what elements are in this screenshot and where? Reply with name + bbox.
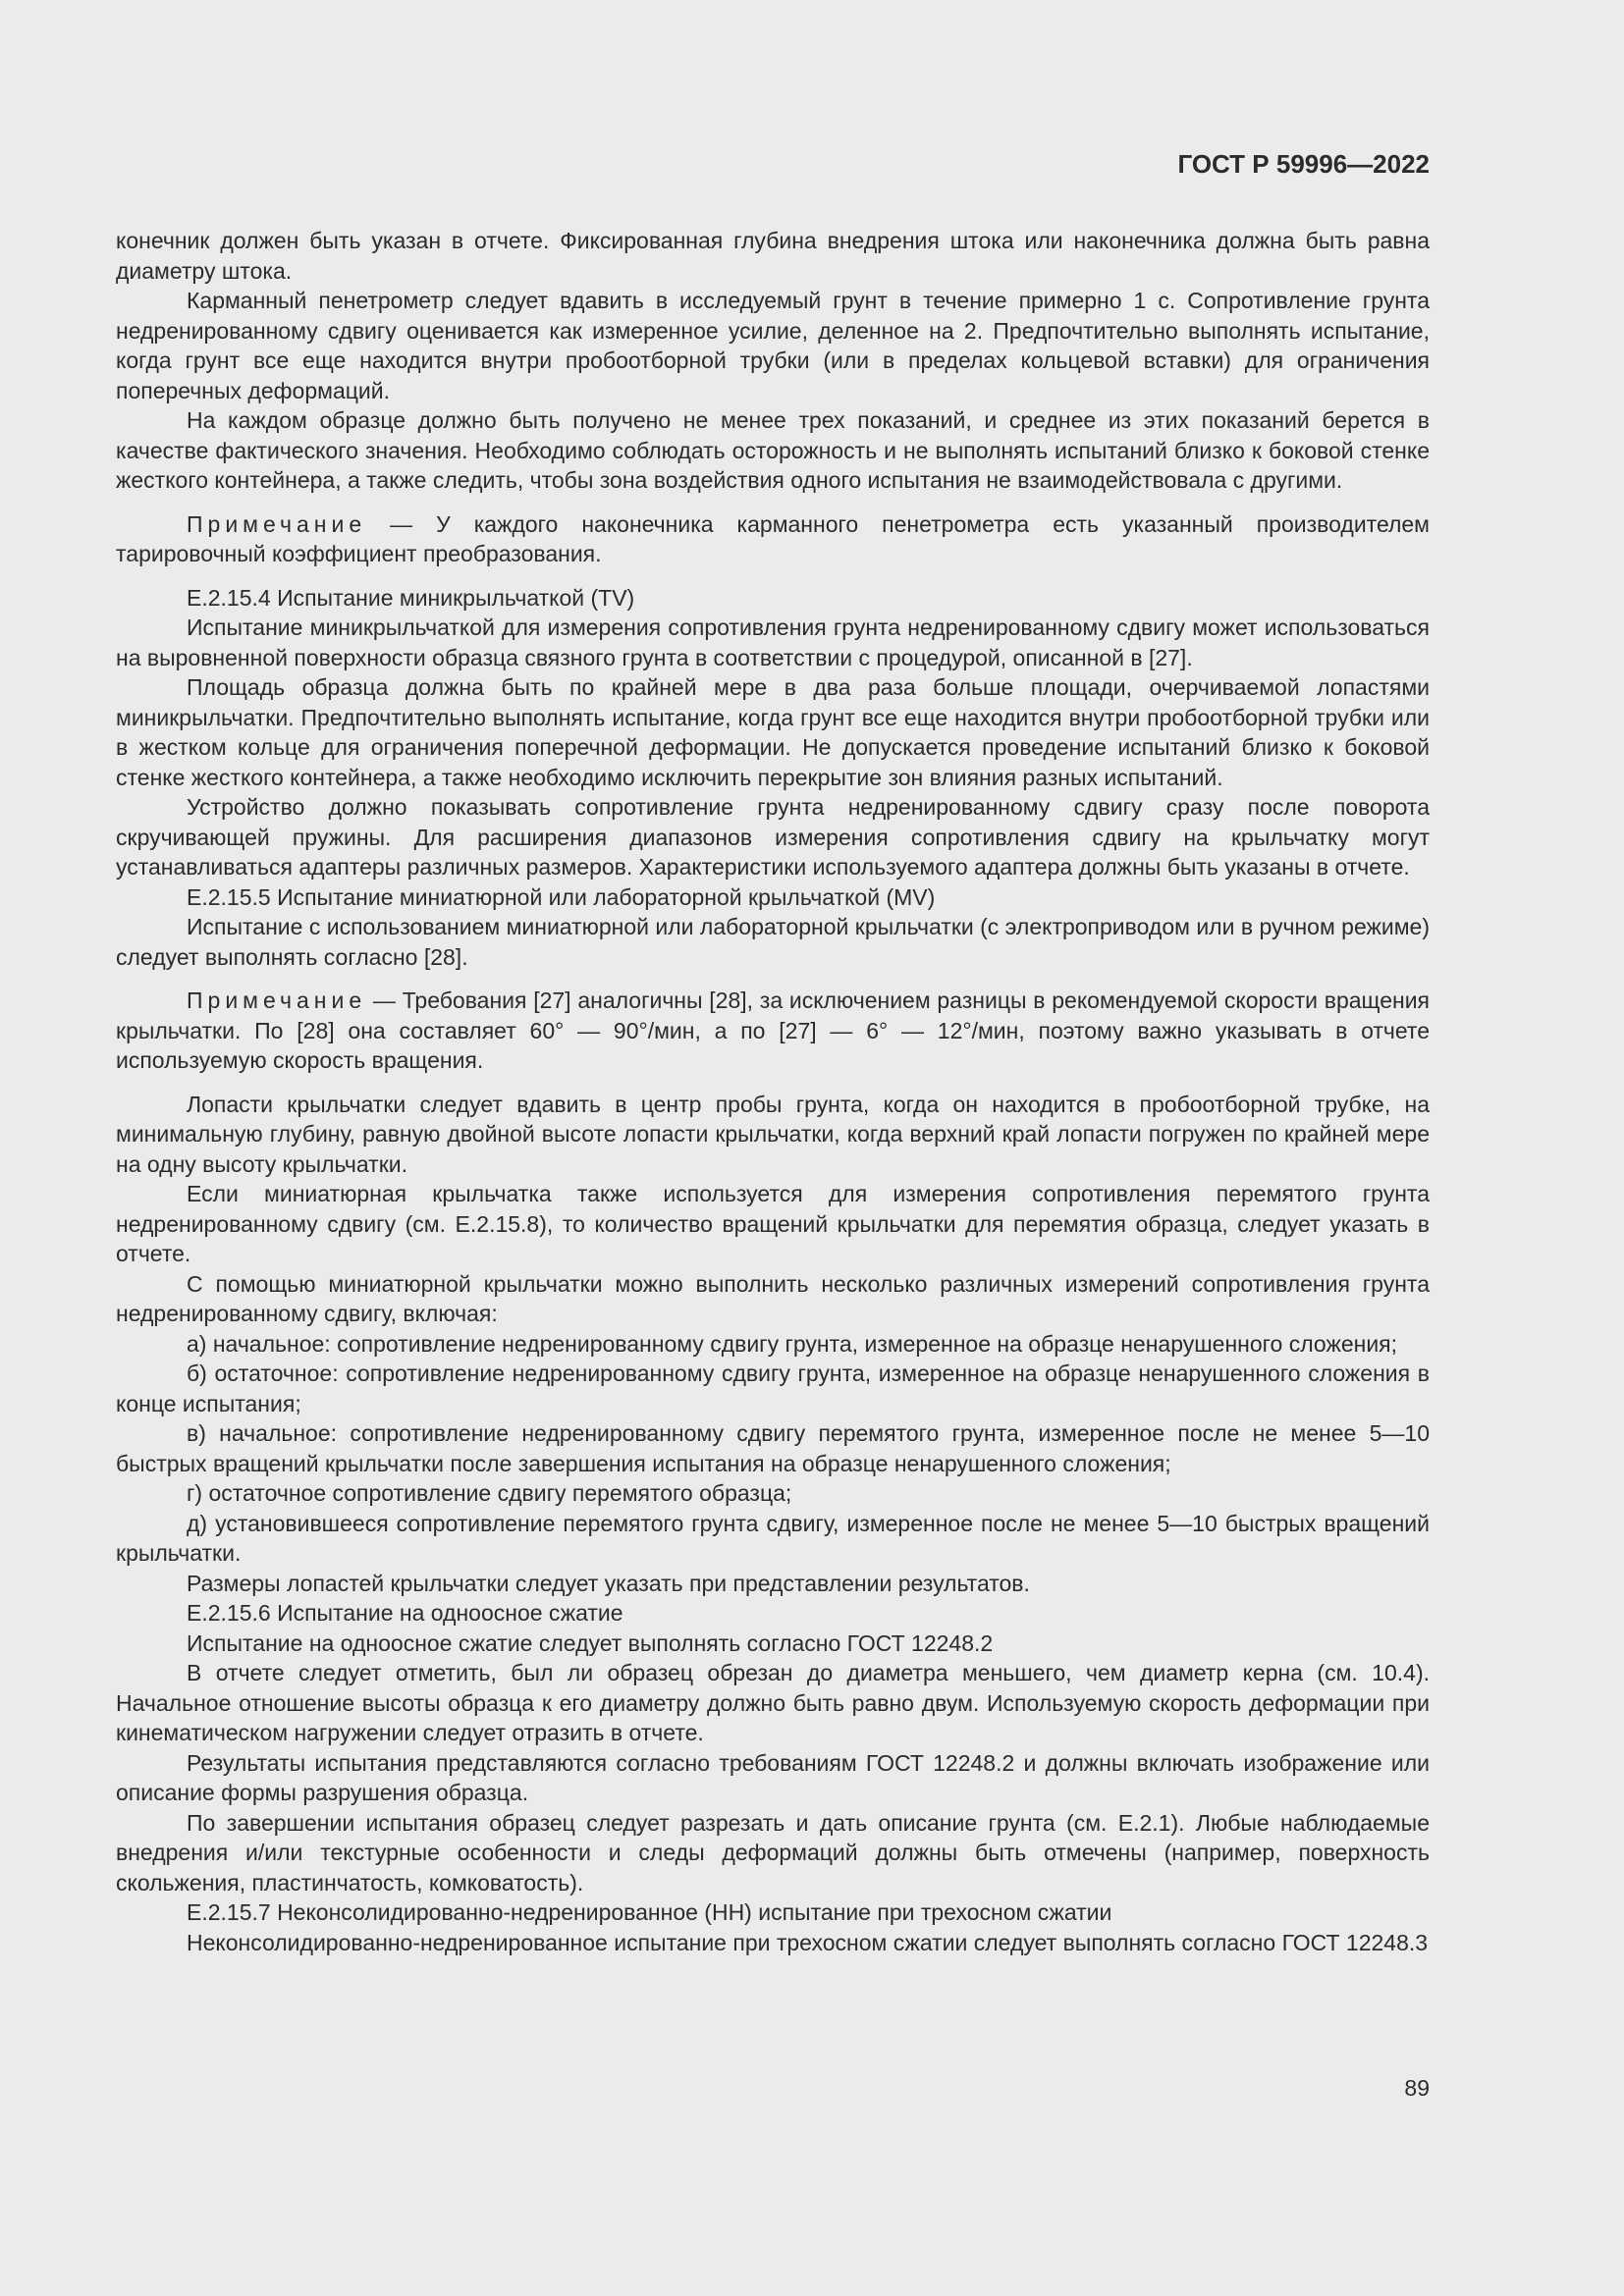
section-heading: Е.2.15.7 Неконсолидированно-недренированное (НН) испытание при трехосном сжатии [187, 1899, 1112, 1925]
paragraph: В отчете следует отметить, был ли образец обрезан до диаметра меньшего, чем диаметр керна (см. 10.4). Начальное отношение высоты образца к его диаметру должно быть равно двум. Используемую скорость деформации при кинематическом нагружении следует отразить в отчете. [116, 1660, 1430, 1745]
note-text: — Требования [27] аналогичны [28], за исключением разницы в рекомендуемой скорости вращения крыльчатки. По [28] она составляет 60° — 90°/мин, а по [27] — 6° — 12°/мин, поэтому важно указывать в отчете используемую скорость вращения. [116, 988, 1430, 1073]
list-item: б) остаточное: сопротивление недренированному сдвигу грунта, измеренное на образце ненарушенного сложения в конце испытания; [116, 1361, 1430, 1416]
paragraph: Площадь образца должна быть по крайней мере в два раза больше площади, очерчиваемой лопастями миникрыльчатки. Предпочтительно выполнять испытание, когда грунт все еще находится внутри пробоотборной трубки или в жестком кольце для ограничения поперечной деформации. Не допускается проведение испытаний близко к боковой стенке жесткого контейнера, а также необходимо исключить перекрытие зон влияния разных испытаний. [116, 674, 1430, 790]
note [116, 986, 1430, 1076]
section-heading: Е.2.15.6 Испытание на одноосное сжатие [187, 1600, 623, 1626]
note-text: — У каждого наконечника карманного пенетрометра есть указанный производителем тарировочный коэффициент преобразования. [116, 510, 1430, 566]
paragraph: Устройство должно показывать сопротивление грунта недренированному сдвигу сразу после поворота скручивающей пружины. Для расширения диапазонов измерения сопротивления сдвигу на крыльчатку могут устанавливаться адаптеры различных размеров. Характеристики используемого адаптера должны быть указаны в отчете. [116, 794, 1430, 880]
note [116, 509, 1430, 569]
paragraph: С помощью миниатюрной крыльчатки можно выполнить несколько различных измерений сопротивления грунта недренированному сдвигу, включая: [116, 1270, 1430, 1326]
page-number: 89 [1404, 2075, 1430, 2101]
document-body [116, 226, 1430, 1957]
paragraph: Размеры лопастей крыльчатки следует указать при представлении результатов. [187, 1570, 1030, 1596]
paragraph: Лопасти крыльчатки следует вдавить в центр пробы грунта, когда он находится в пробоотборной трубке, на минимальную глубину, равную двойной высоте лопасти крыльчатки, когда верхний край лопасти погружен по крайней мере на одну высоту крыльчатки. [116, 1091, 1430, 1177]
paragraph: Если миниатюрная крыльчатка также используется для измерения сопротивления перемятого грунта недренированному сдвигу (см. Е.2.15.8), то количество вращений крыльчатки для перемятия образца, следует указать в отчете. [116, 1181, 1430, 1266]
paragraph: Неконсолидированно-недренированное испытание при трехосном сжатии следует выполнять согласно ГОСТ 12248.3 [187, 1929, 1429, 1955]
list-item: г) остаточное сопротивление сдвигу перемятого образца; [187, 1480, 792, 1506]
list-item: д) установившееся сопротивление перемятого грунта сдвигу, измеренное после не менее 5—10 быстрых вращений крыльчатки. [116, 1510, 1430, 1566]
list-item: в) начальное: сопротивление недренированному сдвигу перемятого грунта, измеренное после не менее 5—10 быстрых вращений крыльчатки после завершения испытания на образце ненарушенного сложения; [116, 1420, 1430, 1476]
document-code-header: ГОСТ Р 59996—2022 [1177, 149, 1430, 179]
section-heading: Е.2.15.5 Испытание миниатюрной или лабораторной крыльчаткой (MV) [187, 883, 936, 910]
paragraph: Карманный пенетрометр следует вдавить в исследуемый грунт в течение примерно 1 с. Сопротивление грунта недренированному сдвигу оценивается как измеренное усилие, деленное на 2. Предпочтительно выполнять испытание, когда грунт все еще находится внутри пробоотборной трубки (или в пределах кольцевой вставки) для ограничения поперечных деформаций. [116, 288, 1430, 403]
paragraph: Испытание на одноосное сжатие следует выполнять согласно ГОСТ 12248.2 [187, 1629, 994, 1656]
paragraph: Испытание миникрыльчаткой для измерения сопротивления грунта недренированному сдвигу может использоваться на выровненной поверхности образца связного грунта в соответствии с процедурой, описанной в [27]. [116, 614, 1430, 670]
paragraph: конечник должен быть указан в отчете. Фиксированная глубина внедрения штока или наконечника должна быть равна диаметру штока. [116, 228, 1430, 284]
paragraph: На каждом образце должно быть получено не менее трех показаний, и среднее из этих показаний берется в качестве фактического значения. Необходимо соблюдать осторожность и не выполнять испытаний близко к боковой стенке жесткого контейнера, а также следить, чтобы зона воздействия одного испытания не взаимодействовала с другими. [116, 407, 1430, 493]
paragraph: Испытание с использованием миниатюрной или лабораторной крыльчатки (с электроприводом или в ручном режиме) следует выполнять согласно [28]. [116, 914, 1430, 970]
section-heading: Е.2.15.4 Испытание миникрыльчаткой (TV) [187, 584, 635, 611]
paragraph: Результаты испытания представляются согласно требованиям ГОСТ 12248.2 и должны включать изображение или описание формы разрушения образца. [116, 1749, 1430, 1805]
note-label: Примечание [187, 510, 367, 537]
paragraph: По завершении испытания образец следует разрезать и дать описание грунта (см. Е.2.1). Любые наблюдаемые внедрения и/или текстурные особенности и следы деформаций должны быть отмечены (например, поверхность скольжения, пластинчатость, комковатость). [116, 1809, 1430, 1896]
note-label: Примечание [187, 988, 367, 1013]
list-item: а) начальное: сопротивление недренированному сдвигу грунта, измеренное на образце ненарушенного сложения; [187, 1330, 1398, 1357]
